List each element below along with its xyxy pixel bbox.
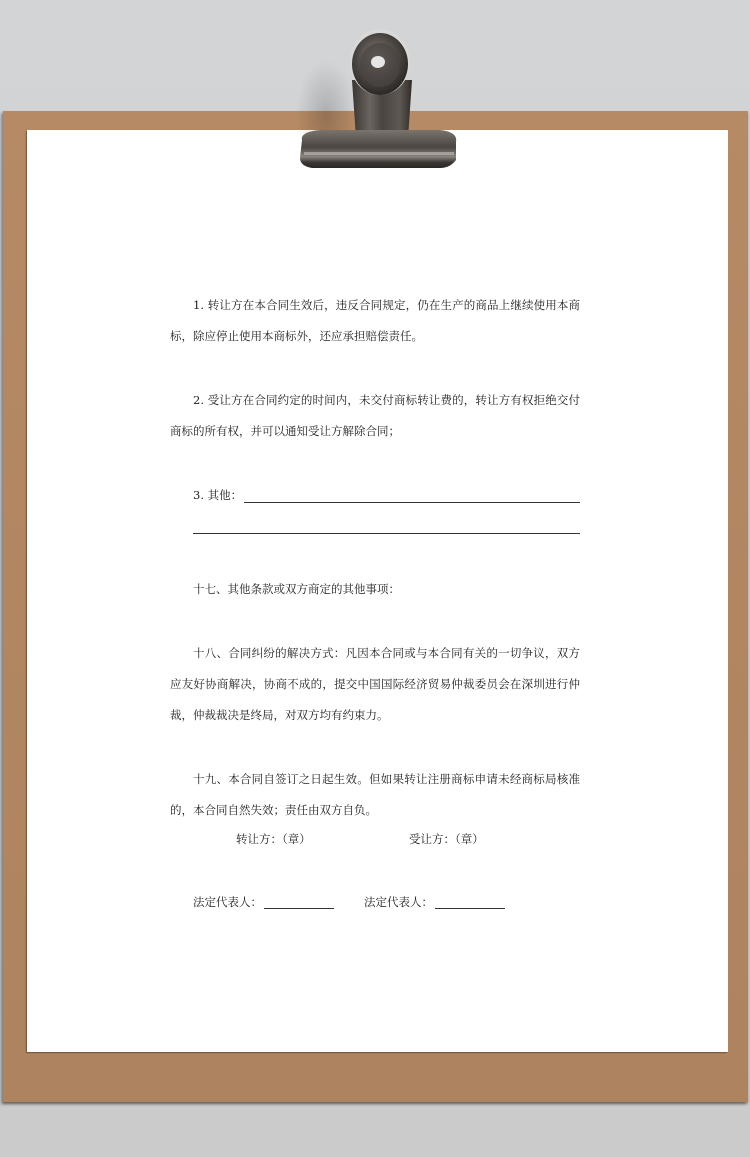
clause-3-label: 其他： <box>207 488 243 502</box>
transferor-seal-label: 转让方：（章） <box>236 832 311 846</box>
legal-rep-right-field[interactable] <box>435 893 505 909</box>
transferee-seal-label: 受让方：（章） <box>409 832 484 846</box>
article-17: 十七、其他条款或双方商定的其他事项： <box>193 582 400 596</box>
binder-clip-icon <box>290 20 465 170</box>
clause-1-number: 1. <box>193 298 204 312</box>
clause-1 <box>170 290 580 352</box>
clause-3-blank-field[interactable] <box>244 487 580 503</box>
article-19: 十九、本合同自签订之日起生效。但如果转让注册商标申请未经商标局核准的，本合同自然失效；责任由双方自负。 <box>170 772 580 817</box>
seal-row <box>170 824 580 855</box>
clause-3 <box>170 480 580 511</box>
clause-2-number: 2. <box>193 393 204 407</box>
clause-3-blank-field-2[interactable] <box>193 511 580 534</box>
legal-rep-left-field[interactable] <box>264 893 334 909</box>
document-body <box>170 290 580 918</box>
article-18: 十八、合同纠纷的解决方式：凡因本合同或与本合同有关的一切争议，双方应友好协商解决，协商不成的，提交中国国际经济贸易仲裁委员会在深圳进行仲裁，仲裁裁决是终局，对双方均有约束力。 <box>170 646 580 722</box>
clause-2-text: 受让方在合同约定的时间内，未交付商标转让费的，转让方有权拒绝交付商标的所有权，并可以通知受让方解除合同； <box>170 393 581 438</box>
clause-3-number: 3. <box>193 488 204 502</box>
legal-rep-left-label: 法定代表人： <box>193 895 262 909</box>
legal-representative-row <box>170 887 580 918</box>
clause-2 <box>170 385 580 447</box>
legal-rep-right-label: 法定代表人： <box>364 895 433 909</box>
clause-1-text: 转让方在本合同生效后，违反合同规定，仍在生产的商品上继续使用本商标，除应停止使用本商标外，还应承担赔偿责任。 <box>170 298 581 343</box>
